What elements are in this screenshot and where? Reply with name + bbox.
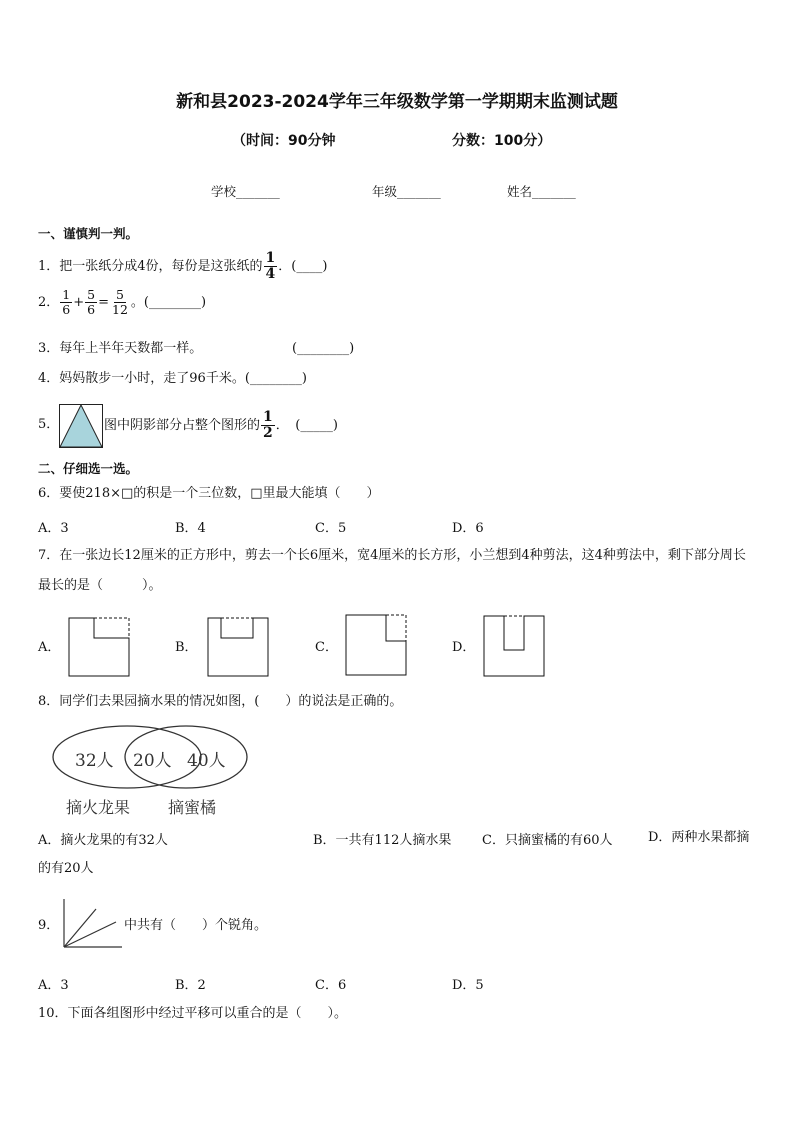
q9-option-a[interactable]: A．3 [38,978,69,993]
q7-option-b[interactable]: B． [175,640,198,655]
q5-fraction: $\frac{1}{2}$ [263,409,273,441]
name-field[interactable]: 姓名_______ [507,184,576,199]
q6-option-b[interactable]: B．4 [175,521,206,536]
exam-title: 新和县2023-2024学年三年级数学第一学期期末监测试题 [176,92,618,112]
q8-option-c[interactable]: C．只摘蜜橘的有60人 [482,833,613,848]
venn-middle-value: 20人 [133,751,172,771]
q1-suffix: ．(____) [278,259,328,274]
exam-time: （时间：90分钟 [232,133,336,149]
section1-title: 一、谨慎判一判。 [38,226,139,241]
q1-prefix: 1．把一张纸分成4份，每份是这张纸的 [38,259,263,274]
q3-blank[interactable]: (________) [292,341,355,356]
question-6: 6．要使218×□的积是一个三位数，□里最大能填（ ） [38,486,380,501]
q8-option-b[interactable]: B．一共有112人摘水果 [313,833,452,848]
q2-fraction-a: $\frac{1}{6}$ [62,287,71,317]
q7-figure-a [68,617,130,677]
question-5: 图中阴影部分占整个图形的 $\frac{1}{2}$ ． (_____) [104,409,338,441]
q9-option-d[interactable]: D．5 [452,978,484,993]
q7-option-c[interactable]: C． [315,640,338,655]
q1-fraction: $\frac{1}{4}$ [265,250,276,282]
q7-figure-b [207,617,269,677]
q7-option-d[interactable]: D． [452,640,476,655]
q9-option-b[interactable]: B．2 [175,978,206,993]
q8-option-a[interactable]: A．摘火龙果的有32人 [38,833,168,848]
question-2: 2． $\frac{1}{6}$ + $\frac{5}{6}$ = $\frac{5}{12}$ 。(________) [38,287,207,317]
grade-field[interactable]: 年级_______ [372,184,441,199]
triangle-in-square-figure [59,404,103,448]
q6-option-a[interactable]: A．3 [38,521,69,536]
question-7: 7．在一张边长12厘米的正方形中，剪去一个长6厘米，宽4厘米的长方形，小兰想到4种剪法，这4种剪法中，剩下部分周长最长的是（ ）。 [38,548,746,593]
q2-fraction-b: $\frac{5}{6}$ [87,287,96,317]
q9-number: 9． [38,918,60,933]
venn-left-label: 摘火龙果 [66,798,131,817]
question-1 [38,251,327,282]
venn-left-value: 32人 [75,751,114,771]
question-10: 10．下面各组图形中经过平移可以重合的是（ ）。 [38,1006,348,1021]
q7-figure-d [483,615,545,677]
question-8: 8．同学们去果园摘水果的情况如图，( ）的说法是正确的。 [38,694,403,709]
q7-option-a[interactable]: A． [38,640,61,655]
question-9: 中共有（ ）个锐角。 [124,918,268,933]
exam-score: 分数：100分） [452,133,552,149]
q5-number: 5． [38,417,60,432]
q6-option-c[interactable]: C．5 [315,521,347,536]
q7-figure-c [345,614,407,676]
venn-right-label: 摘蜜橘 [168,798,217,817]
section2-title: 二、仔细选一选。 [38,461,139,476]
angle-rays-figure [62,897,124,951]
school-field[interactable]: 学校_______ [211,184,280,199]
q8-option-d[interactable]: D．两种水果都摘的有20人 [38,830,750,876]
question-4: 4．妈妈散步一小时，走了96千米。(________) [38,371,307,386]
question-3: 3．每年上半年天数都一样。 [38,341,203,356]
venn-right-value: 40人 [187,751,226,771]
q2-fraction-c: $\frac{5}{12}$ [112,287,128,317]
q9-option-c[interactable]: C．6 [315,978,347,993]
q6-option-d[interactable]: D．6 [452,521,484,536]
